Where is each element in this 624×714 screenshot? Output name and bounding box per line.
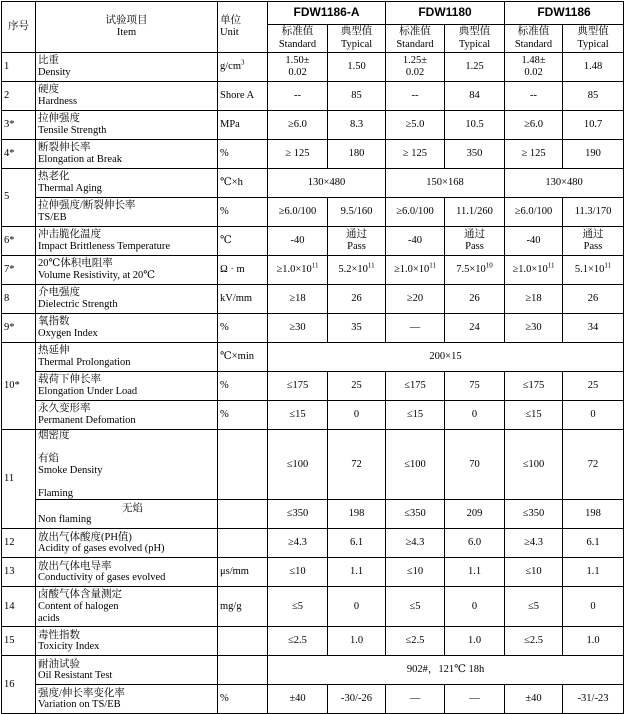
product-fdw1186: FDW1186 bbox=[505, 2, 624, 25]
unit-cell bbox=[218, 500, 268, 529]
value-cell: ≤2.5 bbox=[505, 627, 563, 656]
value-cell: 200×15 bbox=[268, 343, 624, 372]
value-cell: 85 bbox=[328, 82, 386, 111]
value-cell: ≥6.0/100 bbox=[268, 198, 328, 227]
value-cell: ≤15 bbox=[268, 401, 328, 430]
value-cell: ≤5 bbox=[268, 587, 328, 627]
header-no: 序号 bbox=[2, 2, 36, 53]
table-row bbox=[2, 227, 624, 256]
table-row bbox=[2, 314, 624, 343]
value-cell: 72 bbox=[563, 430, 624, 500]
value-cell: ≤350 bbox=[505, 500, 563, 529]
table-row bbox=[2, 401, 624, 430]
unit-cell: % bbox=[218, 401, 268, 430]
value-cell: 198 bbox=[563, 500, 624, 529]
unit-cell: % bbox=[218, 198, 268, 227]
item-label: 烟密度 有焰 Smoke Density Flaming bbox=[36, 430, 218, 500]
value-cell: 0 bbox=[328, 401, 386, 430]
value-cell: 350 bbox=[445, 140, 505, 169]
value-cell: $\ge 1.0\times 10^{11}$ bbox=[268, 256, 328, 285]
value-cell: 1.0 bbox=[445, 627, 505, 656]
table-row bbox=[2, 53, 624, 82]
value-cell: 6.0 bbox=[445, 529, 505, 558]
table-row bbox=[2, 140, 624, 169]
value-cell: ≥6.0 bbox=[268, 111, 328, 140]
value-cell: 8.3 bbox=[328, 111, 386, 140]
table-row bbox=[2, 372, 624, 401]
row-no: 16 bbox=[2, 656, 36, 714]
unit-cell: kV/mm bbox=[218, 285, 268, 314]
table-row bbox=[2, 198, 624, 227]
item-label: 介电强度 Dielectric Strength bbox=[36, 285, 218, 314]
value-cell: 130×480 bbox=[505, 169, 624, 198]
table-row bbox=[2, 627, 624, 656]
value-cell: $5.1\times 10^{11}$ bbox=[563, 256, 624, 285]
item-label: 卤酸气体含量测定 Content of halogen acids bbox=[36, 587, 218, 627]
header-unit: 单位 Unit bbox=[218, 2, 268, 53]
value-cell: 6.1 bbox=[563, 529, 624, 558]
value-cell: 11.3/170 bbox=[563, 198, 624, 227]
value-cell: $7.5\times 10^{10}$ bbox=[445, 256, 505, 285]
value-cell: -- bbox=[386, 82, 445, 111]
header-typical: 典型值 Typical bbox=[563, 25, 624, 53]
item-label: 氧指数 Oxygen Index bbox=[36, 314, 218, 343]
value-cell: 1.50± 0.02 bbox=[268, 53, 328, 82]
table-row bbox=[2, 82, 624, 111]
value-cell: 1.1 bbox=[563, 558, 624, 587]
value-cell: ≤15 bbox=[386, 401, 445, 430]
value-cell: — bbox=[386, 685, 445, 714]
value-cell: -31/-23 bbox=[563, 685, 624, 714]
table-row bbox=[2, 285, 624, 314]
row-no: 7* bbox=[2, 256, 36, 285]
value-cell: 26 bbox=[445, 285, 505, 314]
value-cell: ≥ 125 bbox=[386, 140, 445, 169]
value-cell: 通过 Pass bbox=[445, 227, 505, 256]
value-cell: ≤15 bbox=[505, 401, 563, 430]
unit-cell bbox=[218, 627, 268, 656]
value-cell: 1.48 bbox=[563, 53, 624, 82]
value-cell: -- bbox=[268, 82, 328, 111]
product-fdw1186a: FDW1186-A bbox=[268, 2, 386, 25]
value-cell: 70 bbox=[445, 430, 505, 500]
unit-cell: mg/g bbox=[218, 587, 268, 627]
value-cell: ≤2.5 bbox=[386, 627, 445, 656]
table-row bbox=[2, 558, 624, 587]
value-cell: 75 bbox=[445, 372, 505, 401]
unit-cell bbox=[218, 430, 268, 500]
value-cell: 24 bbox=[445, 314, 505, 343]
value-cell: ±40 bbox=[505, 685, 563, 714]
row-no: 10* bbox=[2, 343, 36, 430]
value-cell: ≤100 bbox=[386, 430, 445, 500]
unit-cell: % bbox=[218, 314, 268, 343]
value-cell: ≥18 bbox=[268, 285, 328, 314]
value-cell: ≥20 bbox=[386, 285, 445, 314]
value-cell: -40 bbox=[268, 227, 328, 256]
unit-cell: % bbox=[218, 685, 268, 714]
row-no: 5 bbox=[2, 169, 36, 227]
value-cell: ≤10 bbox=[386, 558, 445, 587]
value-cell: 1.25 bbox=[445, 53, 505, 82]
item-label: 热老化 Thermal Aging bbox=[36, 169, 218, 198]
value-cell: 10.5 bbox=[445, 111, 505, 140]
value-cell: ≥30 bbox=[268, 314, 328, 343]
row-no: 3* bbox=[2, 111, 36, 140]
value-cell: 0 bbox=[445, 587, 505, 627]
header-standard: 标准值 Standard bbox=[386, 25, 445, 53]
value-cell: -30/-26 bbox=[328, 685, 386, 714]
row-no: 13 bbox=[2, 558, 36, 587]
value-cell: ≥4.3 bbox=[268, 529, 328, 558]
table-row bbox=[2, 430, 624, 500]
value-cell: $\ge 1.0\times 10^{11}$ bbox=[505, 256, 563, 285]
item-label: 拉伸强度/断裂伸长率 TS/EB bbox=[36, 198, 218, 227]
item-label: 载荷下伸长率 Elongation Under Load bbox=[36, 372, 218, 401]
unit-cell: ℃×min bbox=[218, 343, 268, 372]
unit-cell: % bbox=[218, 140, 268, 169]
header-item: 试验项目 Item bbox=[36, 2, 218, 53]
row-no: 4* bbox=[2, 140, 36, 169]
value-cell: 209 bbox=[445, 500, 505, 529]
value-cell: 10.7 bbox=[563, 111, 624, 140]
unit-cell: μs/mm bbox=[218, 558, 268, 587]
table-row bbox=[2, 169, 624, 198]
value-cell: 190 bbox=[563, 140, 624, 169]
table-row bbox=[2, 656, 624, 685]
unit-cell bbox=[218, 656, 268, 685]
value-cell: ≤175 bbox=[268, 372, 328, 401]
value-cell: ≤350 bbox=[268, 500, 328, 529]
value-cell: ≤100 bbox=[505, 430, 563, 500]
value-cell: 25 bbox=[563, 372, 624, 401]
header-standard: 标准值 Standard bbox=[268, 25, 328, 53]
row-no: 6* bbox=[2, 227, 36, 256]
item-label: 毒性指数 Toxicity Index bbox=[36, 627, 218, 656]
value-cell: ±40 bbox=[268, 685, 328, 714]
item-label: 强度/伸长率变化率 Variation on TS/EB bbox=[36, 685, 218, 714]
value-cell: 0 bbox=[563, 401, 624, 430]
value-cell: ≤175 bbox=[386, 372, 445, 401]
item-label: 20℃体积电阻率 Volume Resistivity, at 20℃ bbox=[36, 256, 218, 285]
value-cell: 902#，121℃ 18h bbox=[268, 656, 624, 685]
value-cell: ≤5 bbox=[386, 587, 445, 627]
value-cell: 1.1 bbox=[328, 558, 386, 587]
table-row bbox=[2, 256, 624, 285]
value-cell: -40 bbox=[386, 227, 445, 256]
unit-cell: Shore A bbox=[218, 82, 268, 111]
row-no: 8 bbox=[2, 285, 36, 314]
value-cell: — bbox=[386, 314, 445, 343]
unit-cell: % bbox=[218, 372, 268, 401]
value-cell: 25 bbox=[328, 372, 386, 401]
value-cell: $5.2\times 10^{11}$ bbox=[328, 256, 386, 285]
header-typical: 典型值 Typical bbox=[328, 25, 386, 53]
table-row bbox=[2, 685, 624, 714]
value-cell: ≥5.0 bbox=[386, 111, 445, 140]
value-cell: 84 bbox=[445, 82, 505, 111]
item-label: 比重 Density bbox=[36, 53, 218, 82]
value-cell: ≥6.0 bbox=[505, 111, 563, 140]
value-cell: — bbox=[445, 685, 505, 714]
value-cell: 9.5/160 bbox=[328, 198, 386, 227]
row-no: 2 bbox=[2, 82, 36, 111]
row-no: 11 bbox=[2, 430, 36, 529]
value-cell: 0 bbox=[563, 587, 624, 627]
value-cell: 0 bbox=[328, 587, 386, 627]
item-label: 永久变形率 Permanent Defomation bbox=[36, 401, 218, 430]
item-label: 冲击脆化温度 Impact Brittleness Temperature bbox=[36, 227, 218, 256]
value-cell: ≤350 bbox=[386, 500, 445, 529]
value-cell: $\ge 1.0\times 10^{11}$ bbox=[386, 256, 445, 285]
value-cell: 34 bbox=[563, 314, 624, 343]
item-label: 放出气体酸度(PH值) Acidity of gases evolved (pH) bbox=[36, 529, 218, 558]
value-cell: ≤10 bbox=[268, 558, 328, 587]
table-row bbox=[2, 343, 624, 372]
table-row bbox=[2, 587, 624, 627]
table-row bbox=[2, 529, 624, 558]
value-cell: 1.1 bbox=[445, 558, 505, 587]
value-cell: 150×168 bbox=[386, 169, 505, 198]
value-cell: ≥30 bbox=[505, 314, 563, 343]
value-cell: ≤10 bbox=[505, 558, 563, 587]
value-cell: 26 bbox=[328, 285, 386, 314]
value-cell: ≥6.0/100 bbox=[386, 198, 445, 227]
value-cell: 26 bbox=[563, 285, 624, 314]
row-no: 12 bbox=[2, 529, 36, 558]
unit-cell: ℃×h bbox=[218, 169, 268, 198]
product-fdw1180: FDW1180 bbox=[386, 2, 505, 25]
row-no: 14 bbox=[2, 587, 36, 627]
value-cell: ≥ 125 bbox=[505, 140, 563, 169]
item-label: 耐油试验 Oil Resistant Test bbox=[36, 656, 218, 685]
value-cell: -- bbox=[505, 82, 563, 111]
value-cell: 180 bbox=[328, 140, 386, 169]
value-cell: 1.50 bbox=[328, 53, 386, 82]
item-label: 硬度 Hardness bbox=[36, 82, 218, 111]
value-cell: ≥6.0/100 bbox=[505, 198, 563, 227]
value-cell: 1.0 bbox=[563, 627, 624, 656]
item-label: 拉伸强度 Tensile Strength bbox=[36, 111, 218, 140]
item-label: 断裂伸长率 Elongation at Break bbox=[36, 140, 218, 169]
value-cell: ≤2.5 bbox=[268, 627, 328, 656]
header-standard: 标准值 Standard bbox=[505, 25, 563, 53]
unit-cell: Ω · m bbox=[218, 256, 268, 285]
unit-cell: $g/cm^3$ bbox=[218, 53, 268, 82]
value-cell: 11.1/260 bbox=[445, 198, 505, 227]
item-label: 热延伸 Thermal Prolongation bbox=[36, 343, 218, 372]
value-cell: 通过 Pass bbox=[563, 227, 624, 256]
value-cell: 1.0 bbox=[328, 627, 386, 656]
table-row bbox=[2, 111, 624, 140]
value-cell: ≥18 bbox=[505, 285, 563, 314]
value-cell: 通过 Pass bbox=[328, 227, 386, 256]
value-cell: -40 bbox=[505, 227, 563, 256]
value-cell: 72 bbox=[328, 430, 386, 500]
table-row bbox=[2, 500, 624, 529]
value-cell: ≥4.3 bbox=[505, 529, 563, 558]
value-cell: ≤175 bbox=[505, 372, 563, 401]
value-cell: ≥4.3 bbox=[386, 529, 445, 558]
row-no: 1 bbox=[2, 53, 36, 82]
row-no: 9* bbox=[2, 314, 36, 343]
value-cell: 1.48± 0.02 bbox=[505, 53, 563, 82]
value-cell: 0 bbox=[445, 401, 505, 430]
value-cell: ≤100 bbox=[268, 430, 328, 500]
unit-cell bbox=[218, 529, 268, 558]
item-label: 放出气体电导率 Conductivity of gases evolved bbox=[36, 558, 218, 587]
header-typical: 典型值 Typical bbox=[445, 25, 505, 53]
value-cell: ≤5 bbox=[505, 587, 563, 627]
spec-table bbox=[1, 1, 624, 714]
item-label: 无焰 Non flaming bbox=[36, 500, 218, 529]
unit-cell: MPa bbox=[218, 111, 268, 140]
unit-cell: ℃ bbox=[218, 227, 268, 256]
value-cell: 6.1 bbox=[328, 529, 386, 558]
value-cell: ≥ 125 bbox=[268, 140, 328, 169]
value-cell: 1.25± 0.02 bbox=[386, 53, 445, 82]
value-cell: 198 bbox=[328, 500, 386, 529]
value-cell: 35 bbox=[328, 314, 386, 343]
value-cell: 130×480 bbox=[268, 169, 386, 198]
value-cell: 85 bbox=[563, 82, 624, 111]
row-no: 15 bbox=[2, 627, 36, 656]
